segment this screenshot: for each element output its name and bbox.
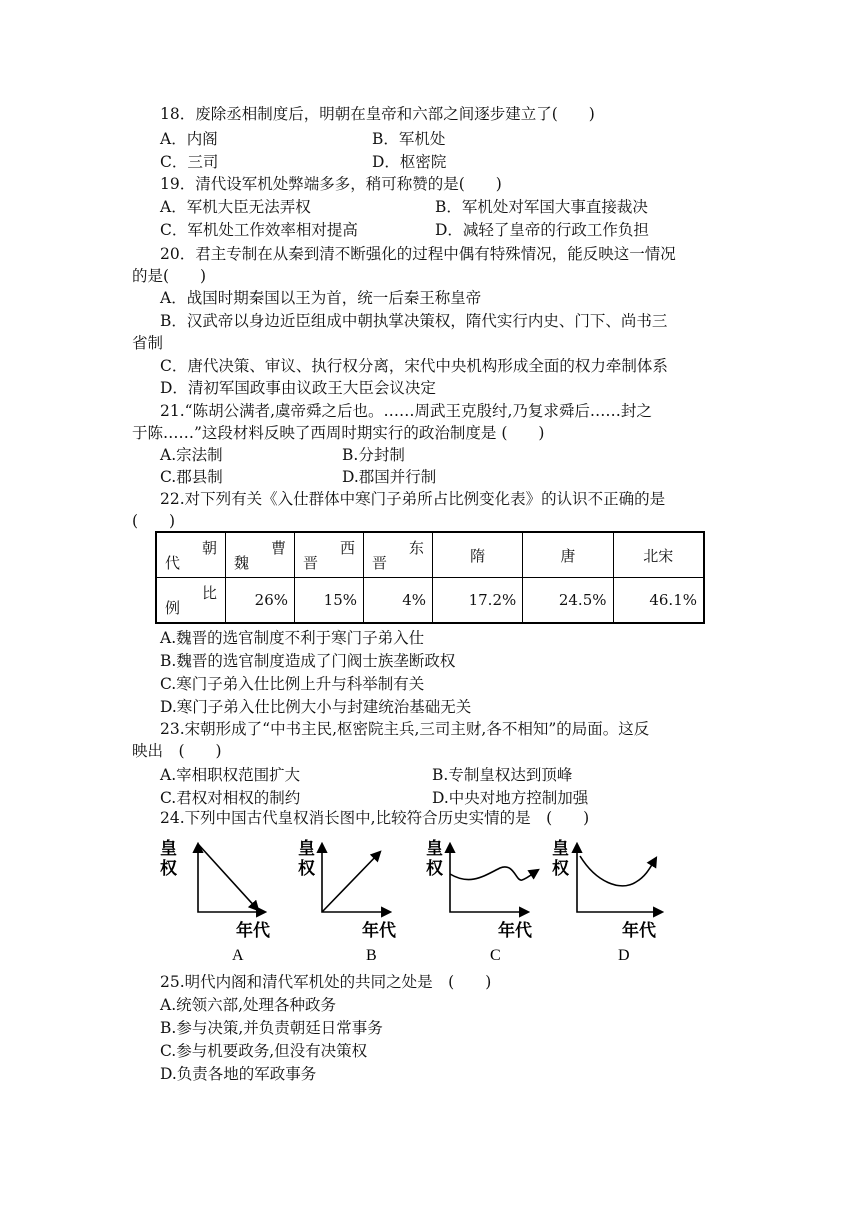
table-cell-value: 15%: [295, 578, 364, 624]
graph-c-ylabel-bottom: 权: [426, 859, 443, 879]
graph-c-curve: [450, 867, 538, 880]
q20-option-d: D．清初军国政事由议政王大臣会议决定: [160, 379, 436, 397]
table-header-ratio: [156, 578, 226, 624]
q20-option-a: A．战国时期秦国以王为首，统一后秦王称皇帝: [160, 289, 482, 307]
header-char-top: 朝: [201, 539, 217, 557]
q19-option-c: C．军机处工作效率相对提高: [160, 221, 358, 239]
table-cell-dynasty: 北宋: [613, 532, 704, 578]
table-cell-value: 26%: [226, 578, 295, 624]
table-cell-dynasty: 唐: [523, 532, 613, 578]
question-22-stem: 22.对下列有关《入仕群体中寒门子弟所占比例变化表》的认识不正确的是: [160, 490, 666, 508]
table-cell-value: 4%: [364, 578, 433, 624]
q21-option-d: D.郡国并行制: [342, 468, 437, 486]
graph-b: [298, 838, 397, 964]
graph-c: [426, 838, 538, 964]
graph-b-ylabel-bottom: 权: [298, 859, 315, 879]
q22-option-b: B.魏晋的选官制度造成了门阀士族垄断政权: [160, 652, 456, 670]
graph-d-ylabel-top: 皇: [552, 839, 569, 859]
graph-d-ylabel-bottom: 权: [552, 859, 569, 879]
q19-option-b: B．军机处对军国大事直接裁决: [435, 198, 648, 216]
q25-option-c: C.参与机要政务,但没有决策权: [160, 1042, 368, 1060]
q18-option-d: D．枢密院: [372, 153, 447, 171]
question-25-stem: 25.明代内阁和清代军机处的共同之处是 ( ): [160, 973, 492, 991]
question-20-stem-cont: 的是( ): [132, 267, 207, 285]
graph-a-curve: [198, 844, 258, 910]
dynasty-char-bottom: 晋: [303, 554, 319, 572]
graph-a-ylabel-top: 皇: [160, 839, 177, 859]
table-cell-value: 46.1%: [613, 578, 704, 624]
q22-option-a: A.魏晋的选官制度不利于寒门子弟入仕: [160, 629, 425, 647]
question-24-stem: 24.下列中国古代皇权消长图中,比较符合历史实情的是 ( ): [160, 809, 590, 827]
dynasty-char-top: 曹: [270, 539, 286, 557]
question-21-stem: 21.“陈胡公满者,虞帝舜之后也。……周武王克殷纣,乃复求舜后……封之: [160, 402, 652, 420]
q23-option-d: D.中央对地方控制加强: [432, 789, 589, 807]
q23-option-a: A.宰相职权范围扩大: [160, 766, 301, 784]
graph-a-ylabel-bottom: 权: [160, 859, 177, 879]
question-19-stem: 19．清代设军机处弊端多多，稍可称赞的是( ): [160, 175, 502, 193]
q22-option-c: C.寒门子弟入仕比例上升与科举制有关: [160, 675, 425, 693]
graph-a-option-label: A: [232, 947, 244, 964]
q21-option-b: B.分封制: [342, 446, 405, 464]
graph-a: [160, 838, 271, 964]
graph-b-xlabel: 年代: [362, 921, 396, 941]
q25-option-d: D.负责各地的军政事务: [160, 1065, 317, 1083]
q18-option-b: B．军机处: [372, 130, 446, 148]
q20-option-c: C．唐代决策、审议、执行权分离，宋代中央机构形成全面的权力牵制体系: [160, 357, 668, 375]
dynasty-char-top: 东: [408, 539, 424, 557]
graph-a-xlabel: 年代: [236, 921, 270, 941]
graph-d-option-label: D: [618, 947, 630, 964]
q23-option-b: B.专制皇权达到顶峰: [432, 766, 573, 784]
question-20-stem: 20．君主专制在从秦到清不断强化的过程中偶有特殊情况，能反映这一情况: [160, 245, 676, 263]
q25-option-b: B.参与决策,并负责朝廷日常事务: [160, 1019, 383, 1037]
question-21-stem-cont: 于陈……”这段材料反映了西周时期实行的政治制度是 ( ): [132, 424, 545, 442]
table-cell-dynasty: [226, 532, 295, 578]
q25-option-a: A.统领六部,处理各种政务: [160, 996, 337, 1014]
graph-d-axes: [577, 844, 662, 912]
dynasty-char-top: 西: [339, 539, 355, 557]
question-18-stem: 18．废除丞相制度后，明朝在皇帝和六部之间逐步建立了( ): [160, 105, 595, 123]
table-header-dynasty: [156, 532, 226, 578]
question-22-stem-cont: ( ): [132, 512, 176, 530]
q21-option-c: C.郡县制: [160, 468, 223, 486]
q18-option-a: A．内阁: [160, 130, 218, 148]
header-char-bottom: 例: [165, 599, 181, 617]
q20-option-b: B．汉武帝以身边近臣组成中朝执掌决策权，隋代实行内史、门下、尚书三: [160, 312, 668, 330]
q22-option-d: D.寒门子弟入仕比例大小与封建统治基础无关: [160, 698, 472, 716]
table-cell-dynasty: [295, 532, 364, 578]
dynasty-char-bottom: 魏: [234, 554, 250, 572]
question-23-stem: 23.宋朝形成了“中书主民,枢密院主兵,三司主财,各不相知”的局面。这反: [160, 720, 650, 738]
q18-option-c: C．三司: [160, 153, 219, 171]
table-cell-value: 24.5%: [523, 578, 613, 624]
question-23-stem-cont: 映出 ( ): [132, 742, 222, 760]
q20-option-b-cont: 省制: [132, 334, 164, 352]
header-char-bottom: 代: [165, 554, 181, 572]
header-char-top: 比: [201, 584, 217, 602]
graph-b-curve: [322, 852, 380, 912]
dynasty-char-bottom: 晋: [372, 554, 388, 572]
graph-b-ylabel-top: 皇: [298, 839, 315, 859]
graph-c-xlabel: 年代: [498, 921, 532, 941]
graph-d: [552, 838, 662, 964]
q23-option-c: C.君权对相权的制约: [160, 789, 301, 807]
graph-c-ylabel-top: 皇: [426, 839, 443, 859]
graph-d-curve: [580, 856, 656, 886]
table-cell-value: 17.2%: [433, 578, 523, 624]
table-cell-dynasty: 隋: [433, 532, 523, 578]
q21-option-a: A.宗法制: [160, 446, 223, 464]
table-row-ratio: [156, 578, 704, 624]
q19-option-a: A．军机大臣无法弄权: [160, 198, 311, 216]
table-cell-dynasty: [364, 532, 433, 578]
q19-option-d: D．减轻了皇帝的行政工作负担: [435, 221, 649, 239]
power-graphs: [150, 830, 710, 965]
table-row-dynasty: [156, 532, 704, 578]
ratio-table: [155, 531, 705, 624]
graph-c-option-label: C: [490, 947, 501, 964]
graph-d-xlabel: 年代: [622, 921, 656, 941]
graph-b-option-label: B: [366, 947, 377, 964]
